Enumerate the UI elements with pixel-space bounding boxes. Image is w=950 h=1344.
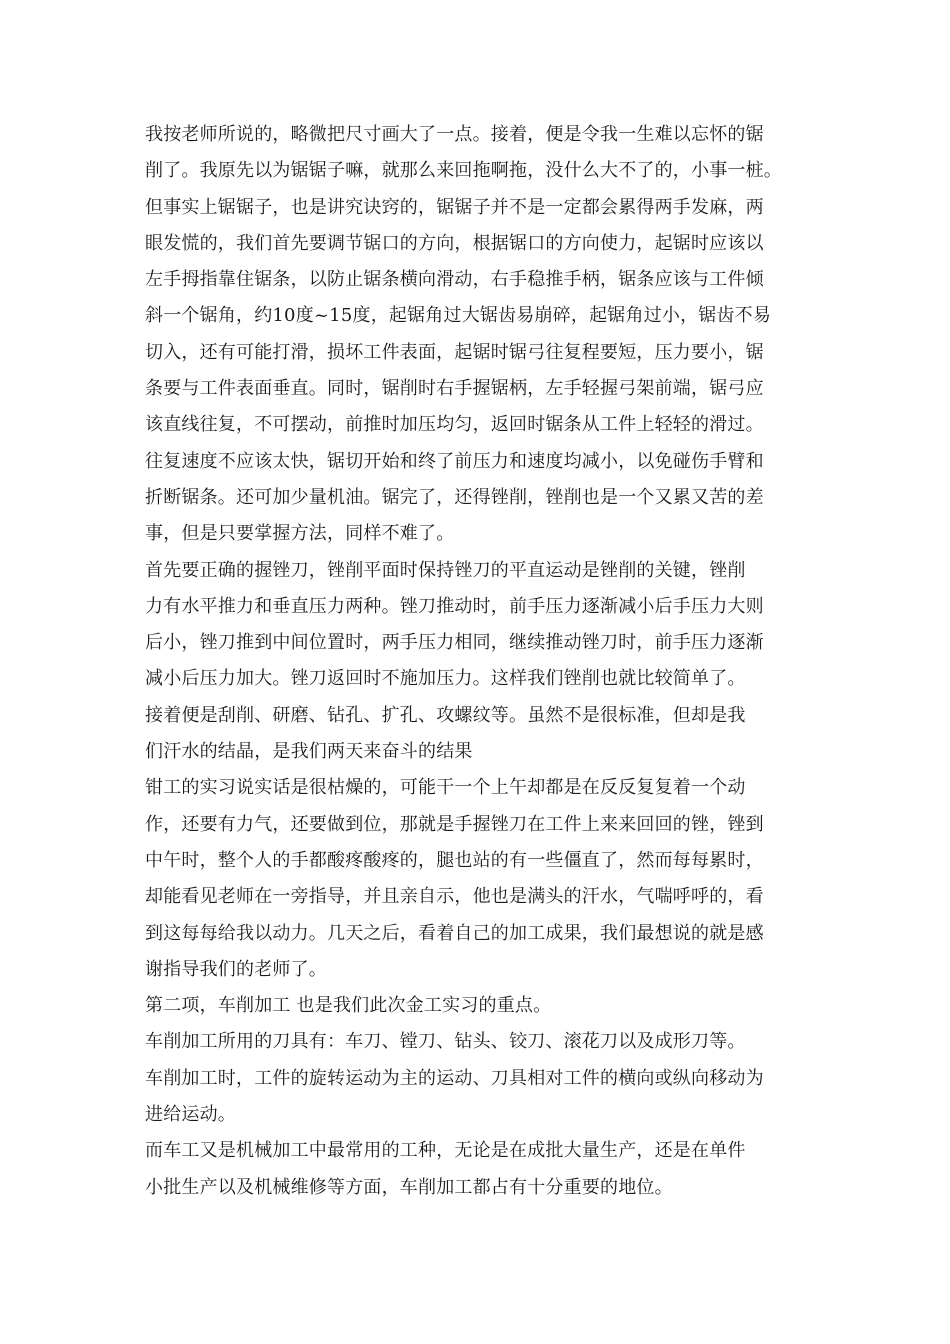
text-line: 而车工又是机械加工中最常用的工种，无论是在成批大量生产，还是在单件 [145,1140,746,1162]
text-line: 首先要正确的握锉刀，锉削平面时保持锉刀的平直运动是锉削的关键，锉削 [145,559,746,581]
text-line: 到这每每给我以动力。几天之后，看着自己的加工成果，我们最想说的就是感 [145,922,764,944]
text-line: 削了。我原先以为锯锯子嘛，就那么来回拖啊拖，没什么大不了的，小事一桩。 [145,160,782,182]
text-line: 接着便是刮削、研磨、钻孔、扩孔、攻螺纹等。虽然不是很标准，但却是我 [145,704,746,726]
text-line: 车削加工时，工件的旋转运动为主的运动、刀具相对工件的横向或纵向移动为 [145,1067,764,1089]
text-line: 斜一个锯角，约10度~15度，起锯角过大锯齿易崩碎，起锯角过小，锯齿不易 [145,305,772,327]
text-line: 谢指导我们的老师了。 [145,958,327,980]
text-line: 中午时，整个人的手都酸疼酸疼的，腿也站的有一些僵直了，然而每每累时， [145,849,764,871]
text-line: 左手拇指靠住锯条，以防止锯条横向滑动，右手稳推手柄，锯条应该与工件倾 [145,269,764,291]
body-text [145,117,815,1206]
text-line: 但事实上锯锯子，也是讲究诀窍的，锯锯子并不是一定都会累得两手发麻，两 [145,196,764,218]
text-line: 钳工的实习说实话是很枯燥的，可能干一个上午却都是在反反复复着一个动 [145,777,746,799]
text-line: 们汗水的结晶，是我们两天来奋斗的结果 [145,741,473,763]
text-line: 力有水平推力和垂直压力两种。锉刀推动时，前手压力逐渐减小后手压力大则 [145,595,764,617]
text-line: 车削加工所用的刀具有：车刀、镗刀、钻头、铰刀、滚花刀以及成形刀等。 [145,1031,746,1053]
text-line: 眼发慌的，我们首先要调节锯口的方向，根据锯口的方向使力，起锯时应该以 [145,232,764,254]
text-line: 作，还要有力气，还要做到位，那就是手握锉刀在工件上来来回回的锉，锉到 [145,813,764,835]
text-line: 条要与工件表面垂直。同时，锯削时右手握锯柄，左手轻握弓架前端，锯弓应 [145,378,764,400]
text-line: 后小，锉刀推到中间位置时，两手压力相同，继续推动锉刀时，前手压力逐渐 [145,632,764,654]
text-line: 往复速度不应该太快，锯切开始和终了前压力和速度均减小，以免碰伤手臂和 [145,450,764,472]
text-line: 折断锯条。还可加少量机油。锯完了，还得锉削，锉削也是一个又累又苦的差 [145,486,764,508]
text-line: 小批生产以及机械维修等方面，车削加工都占有十分重要的地位。 [145,1176,673,1198]
text-line: 我按老师所说的，略微把尺寸画大了一点。接着，便是令我一生难以忘怀的锯 [145,124,764,145]
text-line: 事，但是只要掌握方法，同样不难了。 [145,523,455,545]
text-line: 进给运动。 [145,1104,236,1126]
text-line: 却能看见老师在一旁指导，并且亲自示，他也是满头的汗水，气喘呼呼的，看 [145,886,764,908]
text-line: 切入，还有可能打滑，损坏工件表面，起锯时锯弓往复程要短，压力要小，锯 [145,341,764,363]
text-line: 减小后压力加大。锉刀返回时不施加压力。这样我们锉削也就比较简单了。 [145,668,746,690]
text-line: 第二项，车削加工 也是我们此次金工实习的重点。 [145,995,552,1017]
text-line: 该直线往复，不可摆动，前推时加压均匀，返回时锯条从工件上轻轻的滑过。 [145,414,764,436]
